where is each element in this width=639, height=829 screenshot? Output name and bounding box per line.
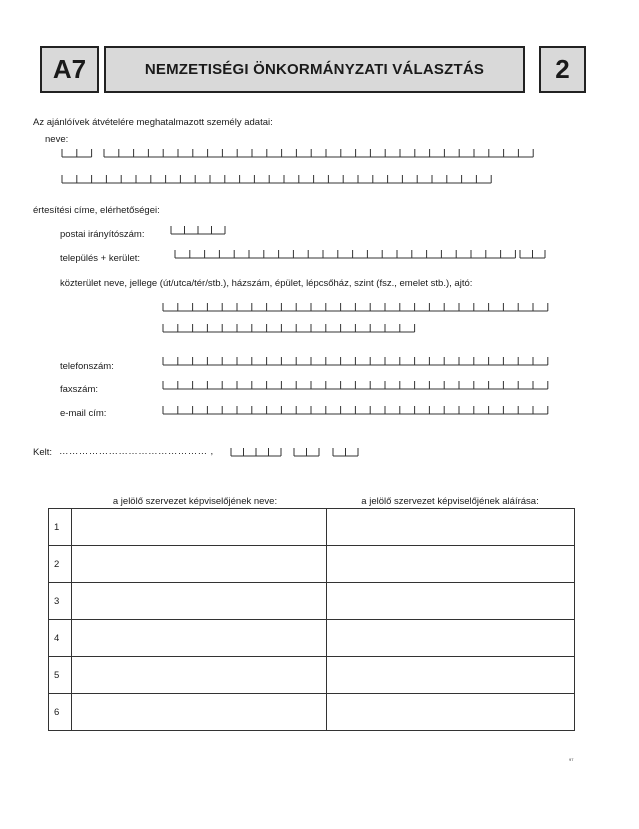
name-comb-a[interactable]	[62, 149, 92, 157]
signature-row	[49, 583, 575, 620]
fax-comb[interactable]	[163, 381, 548, 389]
postal-comb[interactable]	[171, 226, 225, 234]
col-signature-header: a jelölő szervezet képviselőjének aláírása:	[361, 496, 539, 507]
representative-signature-cell[interactable]	[327, 657, 575, 694]
district-comb[interactable]	[520, 250, 545, 258]
form-title: NEMZETISÉGI ÖNKORMÁNYZATI VÁLASZTÁS	[144, 61, 485, 78]
signature-row	[49, 509, 575, 546]
representative-signature-cell[interactable]	[327, 620, 575, 657]
row-number: 6	[49, 694, 72, 731]
postal-label: postai irányítószám:	[60, 229, 145, 240]
page-mark: 97	[569, 757, 574, 762]
representative-signature-cell[interactable]	[327, 509, 575, 546]
kelt-date-dots: ……………………………………… ,	[59, 446, 214, 457]
representative-name-cell[interactable]	[72, 620, 327, 657]
representative-name-cell[interactable]	[72, 546, 327, 583]
page-number-box	[539, 46, 586, 93]
signature-row	[49, 694, 575, 731]
street-label: közterület neve, jellege (út/utca/tér/stb.), házszám, épület, lépcsőház, szint (fsz., emelet stb.), ajtó:	[60, 278, 473, 289]
col-name-header: a jelölő szervezet képviselőjének neve:	[112, 496, 278, 507]
representative-name-cell[interactable]	[72, 583, 327, 620]
representative-signature-cell[interactable]	[327, 546, 575, 583]
section-title: Az ajánlóívek átvételére meghatalmazott személy adatai:	[33, 117, 273, 128]
form-title-box	[104, 46, 525, 93]
name-comb-c[interactable]	[62, 175, 491, 183]
phone-comb[interactable]	[163, 357, 548, 365]
email-label: e-mail cím:	[60, 408, 107, 419]
signature-row	[49, 657, 575, 694]
settlement-comb[interactable]	[175, 250, 515, 258]
street-comb-b[interactable]	[163, 324, 415, 332]
signature-row	[49, 546, 575, 583]
representative-name-cell[interactable]	[72, 657, 327, 694]
date-day-comb[interactable]	[333, 448, 358, 456]
representative-signature-cell[interactable]	[327, 583, 575, 620]
row-number: 3	[49, 583, 72, 620]
kelt-label: Kelt:	[33, 447, 53, 458]
form-code: A7	[52, 54, 87, 84]
date-year-comb[interactable]	[231, 448, 281, 456]
representative-signature-cell[interactable]	[327, 694, 575, 731]
name-label: neve:	[45, 134, 69, 145]
page-number: 2	[555, 54, 570, 84]
signature-row	[49, 620, 575, 657]
signature-table	[48, 508, 575, 731]
row-number: 4	[49, 620, 72, 657]
name-comb-b[interactable]	[104, 149, 533, 157]
contact-title: értesítési címe, elérhetőségei:	[33, 205, 160, 216]
settlement-label: település + kerület:	[60, 253, 141, 264]
row-number: 5	[49, 657, 72, 694]
row-number: 1	[49, 509, 72, 546]
representative-name-cell[interactable]	[72, 694, 327, 731]
fax-label: faxszám:	[60, 384, 99, 395]
date-month-comb[interactable]	[294, 448, 319, 456]
email-comb[interactable]	[163, 406, 548, 414]
row-number: 2	[49, 546, 72, 583]
representative-name-cell[interactable]	[72, 509, 327, 546]
street-comb-a[interactable]	[163, 303, 548, 311]
phone-label: telefonszám:	[60, 361, 114, 372]
form-code-box	[40, 46, 99, 93]
